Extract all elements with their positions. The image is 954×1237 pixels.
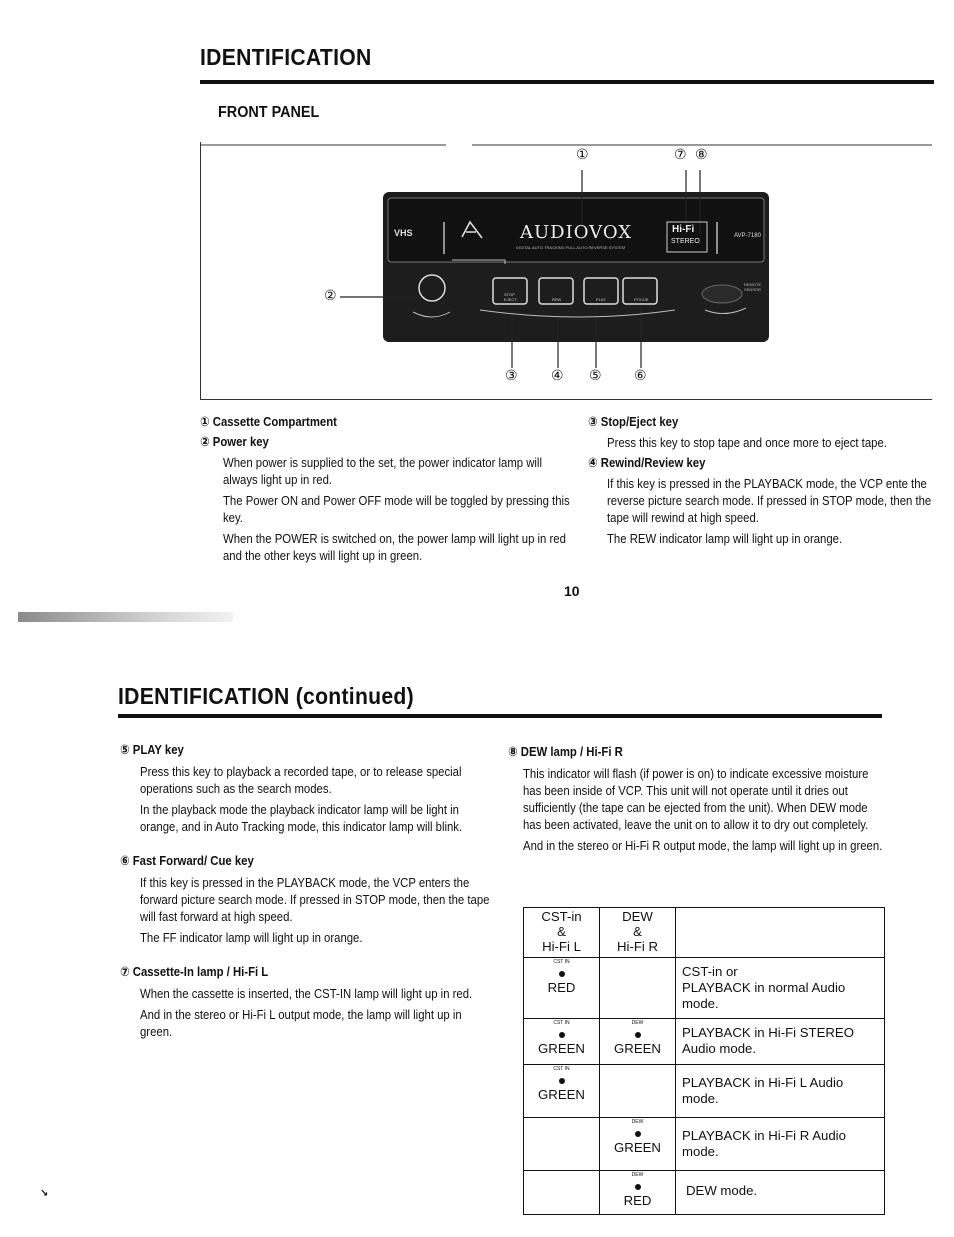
- page2-left-column: [120, 742, 520, 1044]
- brand-logo: AUDIOVOX: [520, 222, 633, 243]
- page2-title-rule: [118, 714, 882, 718]
- cst-lamp-label: CST IN: [553, 1020, 570, 1026]
- cst-color: GREEN: [538, 1041, 585, 1056]
- item6-title: ⑥ Fast Forward/ Cue key: [120, 853, 254, 868]
- page-title: IDENTIFICATION: [200, 44, 372, 70]
- stereo-label: STEREO: [671, 238, 700, 245]
- callout-5: ⑤: [589, 368, 602, 384]
- item6-para-2: The FF indicator lamp will light up in orange.: [140, 930, 363, 945]
- vhs-logo: VHS: [394, 228, 413, 238]
- item7-body: [140, 985, 497, 1040]
- item6-para-1: If this key is pressed in the PLAYBACK mode, the VCP enters the forward picture search mode. If pressed in STOP mode, then the tape will fast forward at high speed.: [140, 875, 490, 924]
- table-row: [524, 1118, 885, 1171]
- table-cell-desc: CST-in or PLAYBACK in normal Audio mode.: [676, 958, 885, 1019]
- item8-para-1: This indicator will flash (if power is on) to indicate excessive moisture has been inside of VCP. This unit will not operate until it dries out sufficiently (the tape can be ejected from the unit). When DEW mode has been activated, leave the unit on to allow it to dry out completely.: [523, 766, 869, 832]
- table-header-cst: CST-in & Hi-Fi L: [524, 908, 600, 958]
- item4-para-1: If this key is pressed in the PLAYBACK mode, the VCP ente the reverse picture search mode. If pressed in STOP mode, then the tape will rewind at high speed.: [607, 476, 932, 525]
- item8-body: [523, 765, 884, 854]
- cst-lamp-label: CST IN: [553, 959, 570, 965]
- table-cell-desc: PLAYBACK in Hi-Fi L Audio mode.: [676, 1065, 885, 1118]
- cst-color: RED: [547, 980, 576, 995]
- item5-para-2: In the playback mode the playback indicator lamp will be light in orange, and in Auto Tracking mode, this indicator lamp will blink.: [140, 802, 463, 834]
- table-cell-cst: [524, 1065, 600, 1118]
- dew-color: GREEN: [614, 1041, 661, 1056]
- hifi-label: Hi-Fi: [672, 224, 695, 235]
- callout-7: ⑦: [674, 147, 687, 163]
- table-cell-desc: PLAYBACK in Hi-Fi R Audio mode.: [676, 1118, 885, 1171]
- table-row: [524, 1019, 885, 1065]
- table-cell-cst: [524, 1019, 600, 1065]
- item5-para-1: Press this key to playback a recorded tape, or to release special operations such as the search modes.: [140, 764, 462, 796]
- table-cell-dew: [600, 1118, 676, 1171]
- callout-6: ⑥: [634, 368, 647, 384]
- lamp-dot-icon: [559, 1032, 565, 1038]
- dew-lamp-label: DEW: [631, 1172, 644, 1178]
- callout-3: ③: [505, 368, 518, 384]
- play-key: PLAY: [596, 297, 606, 302]
- item2-para-3: When the POWER is switched on, the power lamp will light up in red and the other keys will light up in green.: [223, 531, 566, 563]
- page-number: 10: [564, 583, 580, 599]
- model-label: AVP-7180: [734, 233, 761, 239]
- callout-4: ④: [551, 368, 564, 384]
- table-cell-desc: PLAYBACK in Hi-Fi STEREO Audio mode.: [676, 1019, 885, 1065]
- table-row: [524, 958, 885, 1019]
- item4-body: [607, 475, 938, 547]
- item4-title: ④ Rewind/Review key: [588, 455, 706, 470]
- callout-2: ②: [324, 288, 337, 304]
- dew-color: RED: [623, 1193, 652, 1208]
- table-cell-cst: [524, 958, 600, 1019]
- section-subtitle: FRONT PANEL: [218, 104, 320, 121]
- table-row: [524, 1065, 885, 1118]
- table-header-dew: DEW & Hi-Fi R: [600, 908, 676, 958]
- callout-8: ⑧: [695, 147, 708, 163]
- table-cell-cst: [524, 1118, 600, 1171]
- table-cell-dew: [600, 1171, 676, 1215]
- item6-body: [140, 874, 497, 946]
- item3-para-1: Press this key to stop tape and once more to eject tape.: [607, 435, 887, 450]
- ff-cue-key: FF/CUE: [634, 297, 649, 302]
- lamp-dot-icon: [635, 1131, 641, 1137]
- callout-1: ①: [576, 147, 589, 163]
- table-cell-dew: [600, 1019, 676, 1065]
- item3-title: ③ Stop/Eject key: [588, 414, 679, 429]
- item7-para-1: When the cassette is inserted, the CST-IN lamp will light up in red.: [140, 986, 473, 1001]
- dew-lamp-label: DEW: [631, 1119, 644, 1125]
- item7-para-2: And in the stereo or Hi-Fi L output mode, the lamp will light up in green.: [140, 1007, 462, 1039]
- table-cell-dew: [600, 958, 676, 1019]
- table-cell-desc: DEW mode.: [676, 1171, 885, 1215]
- lamp-dot-icon: [635, 1032, 641, 1038]
- lamp-dot-icon: [559, 1078, 565, 1084]
- table-cell-dew: [600, 1065, 676, 1118]
- item8-title: ⑧ DEW lamp / Hi-Fi R: [508, 744, 623, 759]
- stop-eject-key: STOP EJECT: [504, 292, 517, 302]
- page2-right-column: [508, 744, 888, 858]
- page2-title: IDENTIFICATION (continued): [118, 683, 414, 709]
- scan-mark-icon: ↘: [40, 1188, 49, 1199]
- rew-key: REW: [552, 297, 562, 302]
- lamp-dot-icon: [635, 1184, 641, 1190]
- table-row: [524, 1171, 885, 1215]
- cst-lamp-label: CST IN: [553, 1066, 570, 1072]
- table-header-row: [524, 908, 885, 958]
- item5-title: ⑤ PLAY key: [120, 742, 184, 757]
- cst-color: GREEN: [538, 1087, 585, 1102]
- table-cell-cst: [524, 1171, 600, 1215]
- item2-para-1: When power is supplied to the set, the power indicator lamp will always light up in red.: [223, 455, 542, 487]
- item2-title: ② Power key: [200, 434, 269, 449]
- item5-body: [140, 763, 497, 835]
- item2-para-2: The Power ON and Power OFF mode will be toggled by pressing this key.: [223, 493, 570, 525]
- dew-lamp-label: DEW: [631, 1020, 644, 1026]
- page1-right-column: [588, 414, 938, 551]
- lamp-dot-icon: [559, 971, 565, 977]
- item1-title: ① Cassette Compartment: [200, 414, 337, 429]
- item3-body: [607, 434, 938, 451]
- table-header-desc: [676, 908, 885, 958]
- item2-body: [223, 454, 576, 564]
- item4-para-2: The REW indicator lamp will light up in orange.: [607, 531, 843, 546]
- lamp-status-table: [523, 907, 885, 1215]
- title-rule: [200, 80, 934, 84]
- item7-title: ⑦ Cassette-In lamp / Hi-Fi L: [120, 964, 269, 979]
- item8-para-2: And in the stereo or Hi-Fi R output mode, the lamp will light up in green.: [523, 838, 883, 853]
- page1-left-column: [200, 414, 630, 568]
- dew-color: GREEN: [614, 1140, 661, 1155]
- remote-sensor-label: REMOTE SENSOR: [744, 282, 762, 292]
- scan-artifact: [18, 612, 233, 622]
- brand-tagline: DIGITAL AUTO TRACKING FULL AUTO REVERSE SYSTEM: [516, 245, 626, 250]
- front-panel-figure: [200, 142, 932, 400]
